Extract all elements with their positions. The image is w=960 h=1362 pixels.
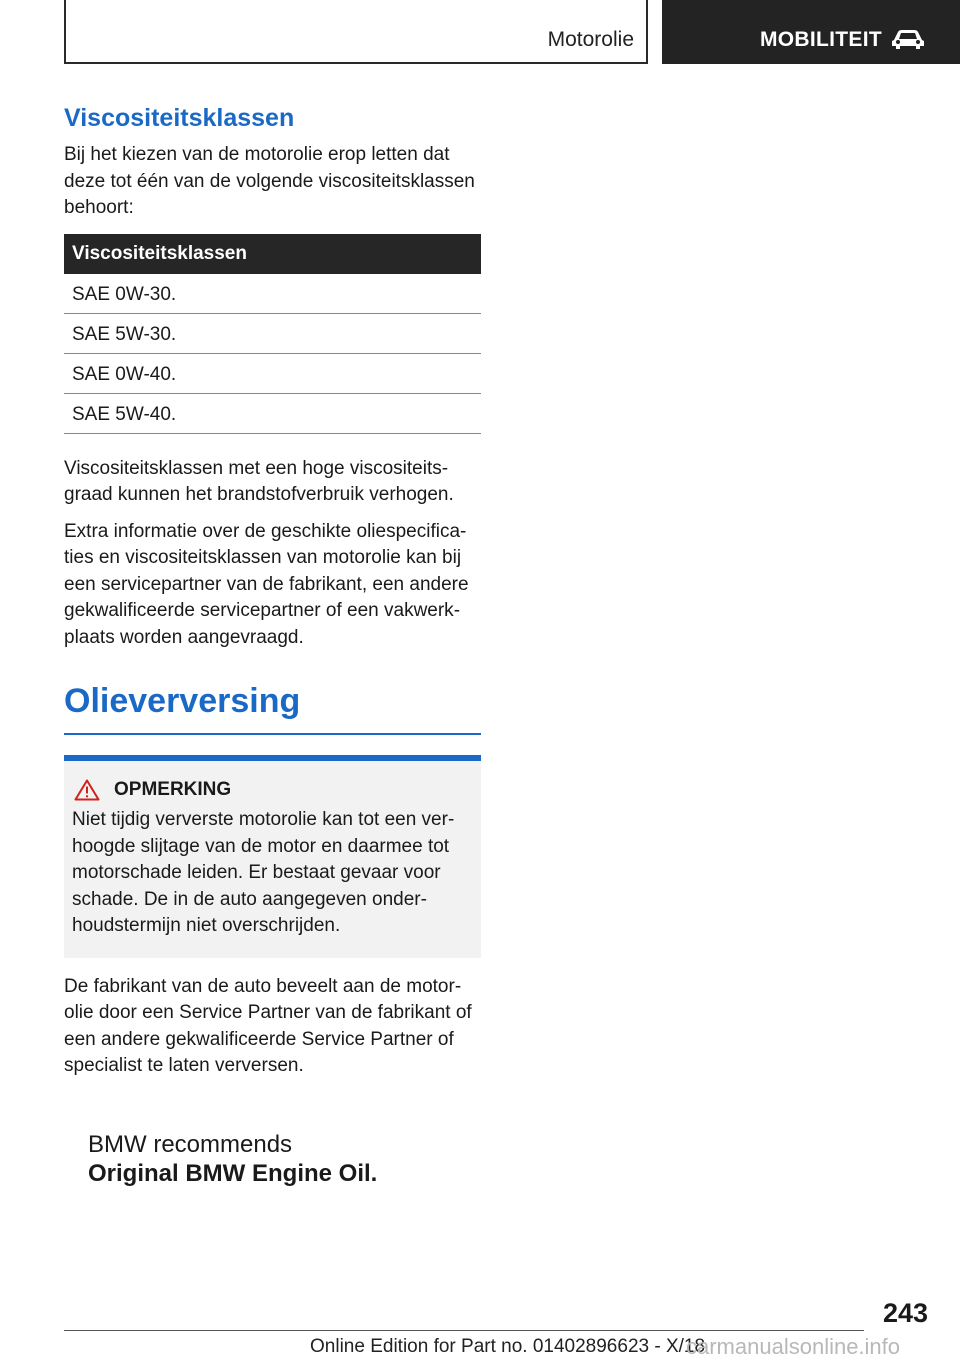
table-row: SAE 5W-30. — [64, 314, 481, 354]
viscosity-table — [64, 234, 481, 434]
advert-line-1: BMW recommends — [88, 1131, 293, 1158]
viscosity-paragraph-1: Viscositeitsklassen met een hoge viscositeitsgraad kunnen het brandstofverbruik verhogen. — [64, 457, 454, 505]
chapter-tab[interactable] — [662, 0, 960, 64]
bmw-oil-advert — [88, 1130, 377, 1188]
table-row: SAE 0W-30. — [64, 274, 481, 314]
footer-edition-text: Online Edition for Part no. 01402896623 - X/18 — [310, 1336, 706, 1357]
footer-divider — [64, 1330, 864, 1331]
chapter-title: MOBILITEIT — [760, 28, 882, 51]
advert-line-2: Original BMW Engine Oil. — [88, 1160, 378, 1187]
table-header: Viscositeitsklassen — [64, 234, 481, 274]
notice-box — [64, 755, 481, 958]
table-row: SAE 0W-40. — [64, 354, 481, 394]
car-icon — [890, 28, 926, 50]
warning-triangle-icon — [74, 779, 100, 801]
main-content — [64, 100, 481, 1090]
viscosity-paragraph-2: Extra informatie over de geschikte oliespecificaties en viscositeitsklassen van motorolie kan bij een servicepartner van de fabrikant, een andere gekwalificeerde servicepartner of een vakwerkplaats worden aangevraagd. — [64, 520, 469, 648]
watermark: carmanualsonline.info — [686, 1334, 901, 1359]
table-row: SAE 5W-40. — [64, 394, 481, 434]
oil-change-heading: Olieverversing — [64, 679, 481, 735]
viscosity-intro: Bij het kiezen van de motorolie erop letten dat deze tot één van de volgende viscositeitsklassen behoort: — [64, 144, 475, 218]
section-title: Motorolie — [547, 28, 634, 51]
oil-change-paragraph: De fabrikant van de auto beveelt aan de motorolie door een Service Partner van de fabrikant of een andere gekwalificeerde Service Partner of specialist te laten verversen. — [64, 975, 472, 1076]
notice-text: Niet tijdig ververste motorolie kan tot een verhoogde slijtage van de motor en daarmee tot motorschade leiden. Er bestaat gevaar voor schade. De in de auto aangegeven onderhoudstermijn niet overschrijden. — [72, 809, 455, 936]
notice-title: OPMERKING — [114, 779, 232, 800]
page-number: 243 — [882, 1298, 928, 1328]
header-left-box — [64, 0, 648, 64]
viscosity-heading: Viscositeitsklassen — [64, 104, 295, 132]
notice-header — [72, 779, 471, 801]
